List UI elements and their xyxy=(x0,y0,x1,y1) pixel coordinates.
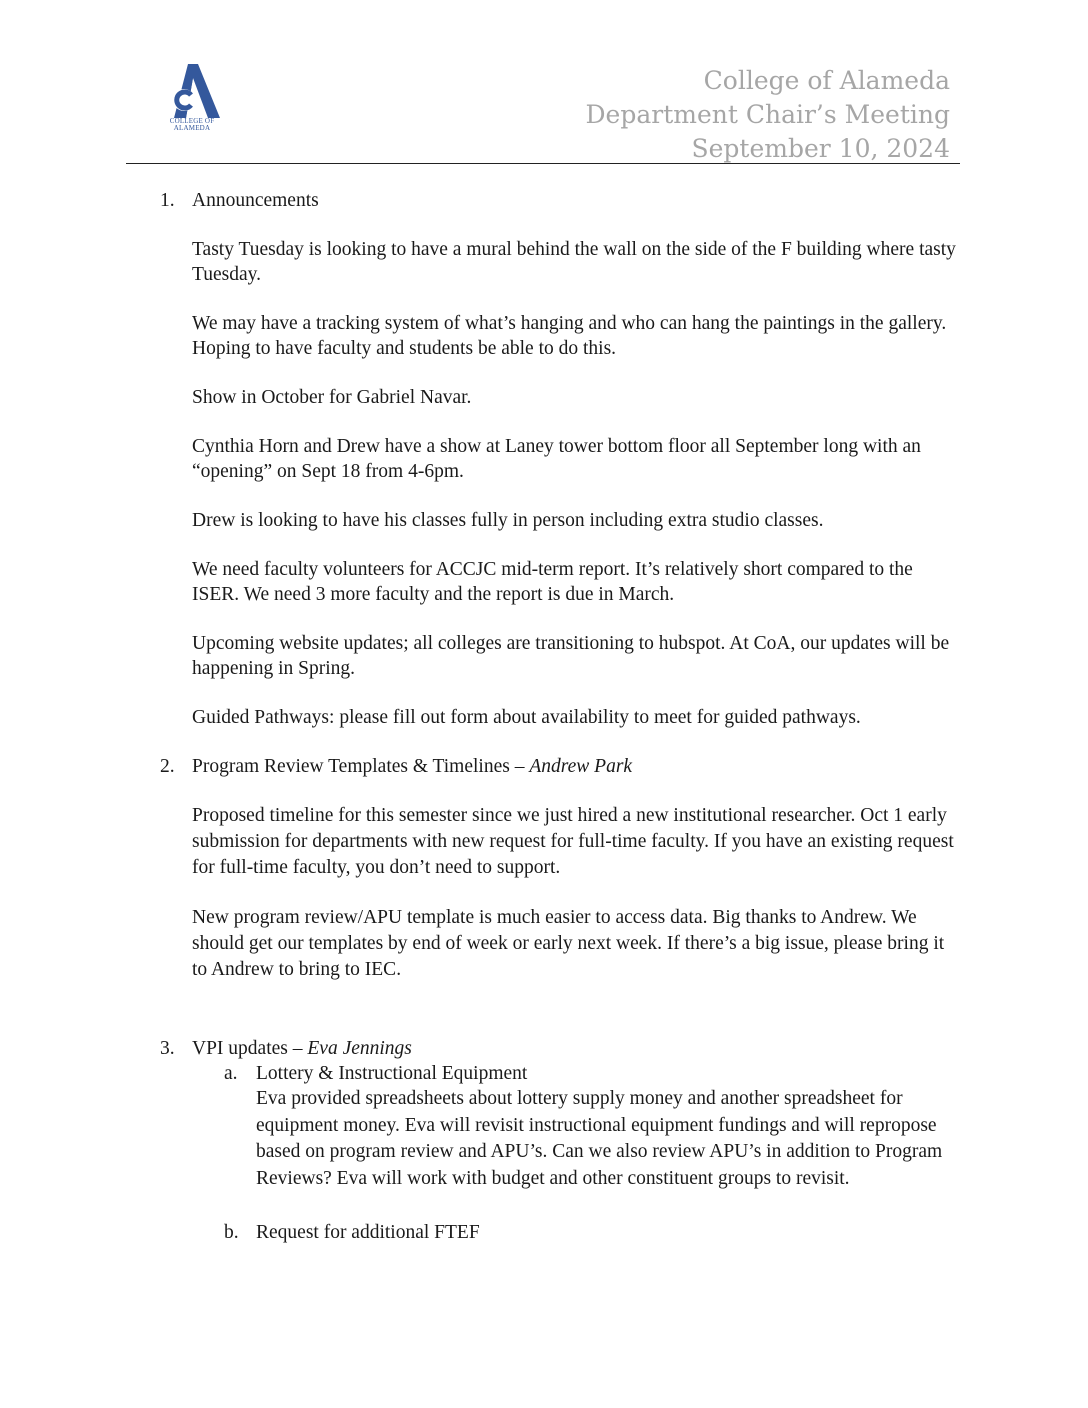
section-program-review xyxy=(160,754,960,983)
section-number: 2. xyxy=(160,756,175,777)
subitem-letter: b. xyxy=(224,1222,239,1243)
section-number: 1. xyxy=(160,190,175,211)
document-body xyxy=(160,188,960,1245)
paragraph: We may have a tracking system of what’s hanging and who can hang the paintings in the gallery. Hoping to have faculty and students be able to do this. xyxy=(192,313,947,359)
document-header xyxy=(586,64,950,166)
subitem-ftef xyxy=(224,1220,960,1245)
header-divider xyxy=(126,163,960,164)
section-title: VPI updates – Eva Jennings xyxy=(192,1038,412,1059)
subitem-lottery xyxy=(224,1061,960,1192)
subitem-letter: a. xyxy=(224,1063,238,1084)
paragraph: Cynthia Horn and Drew have a show at Laney tower bottom floor all September long with an “opening” on Sept 18 from 4-6pm. xyxy=(192,436,921,482)
logo-caption: COLLEGE OF ALAMEDA xyxy=(169,117,215,132)
subitem-title: Lottery & Instructional Equipment xyxy=(256,1063,528,1084)
paragraph: Show in October for Gabriel Navar. xyxy=(192,387,472,408)
subitem-text: Eva provided spreadsheets about lottery supply money and another spreadsheet for equipment money. Eva will revisit instructional equipment fundings and will repropose based on program review and APU’s. Can we also review APU’s in addition to Program Reviews? Eva will work with budget and other constituent groups to revisit. xyxy=(256,1088,943,1189)
paragraph: Upcoming website updates; all colleges are transitioning to hubspot. At CoA, our updates will be happening in Spring. xyxy=(192,633,950,679)
subitem-title: Request for additional FTEF xyxy=(256,1222,480,1243)
section-title: Announcements xyxy=(192,190,319,211)
paragraph: Guided Pathways: please fill out form about availability to meet for guided pathways. xyxy=(192,707,861,728)
section-presenter: Andrew Park xyxy=(529,756,633,777)
section-number: 3. xyxy=(160,1038,175,1059)
section-announcements xyxy=(160,188,960,730)
section-title: Program Review Templates & Timelines – Andrew Park xyxy=(192,756,633,777)
paragraph: Drew is looking to have his classes fully in person including extra studio classes. xyxy=(192,510,824,531)
section-vpi-updates xyxy=(160,1036,960,1061)
paragraph: Proposed timeline for this semester since we just hired a new institutional researcher. Oct 1 early submission for departments with new request for full-time faculty. If you have an existing request for full-time faculty, you don’t need to support. xyxy=(192,805,954,878)
header-meeting-date: September 10, 2024 xyxy=(691,134,950,163)
paragraph: We need faculty volunteers for ACCJC mid-term report. It’s relatively short compared to the ISER. We need 3 more faculty and the report is due in March. xyxy=(192,559,913,605)
paragraph: Tasty Tuesday is looking to have a mural behind the wall on the side of the F building where tasty Tuesday. xyxy=(192,239,956,285)
paragraph: New program review/APU template is much easier to access data. Big thanks to Andrew. We should get our templates by end of week or early next week. If there’s a big issue, please bring it to Andrew to bring to IEC. xyxy=(192,907,945,980)
header-meeting-name: Department Chair’s Meeting xyxy=(585,100,950,129)
section-presenter: Eva Jennings xyxy=(307,1038,412,1059)
header-college-name: College of Alameda xyxy=(703,66,950,95)
